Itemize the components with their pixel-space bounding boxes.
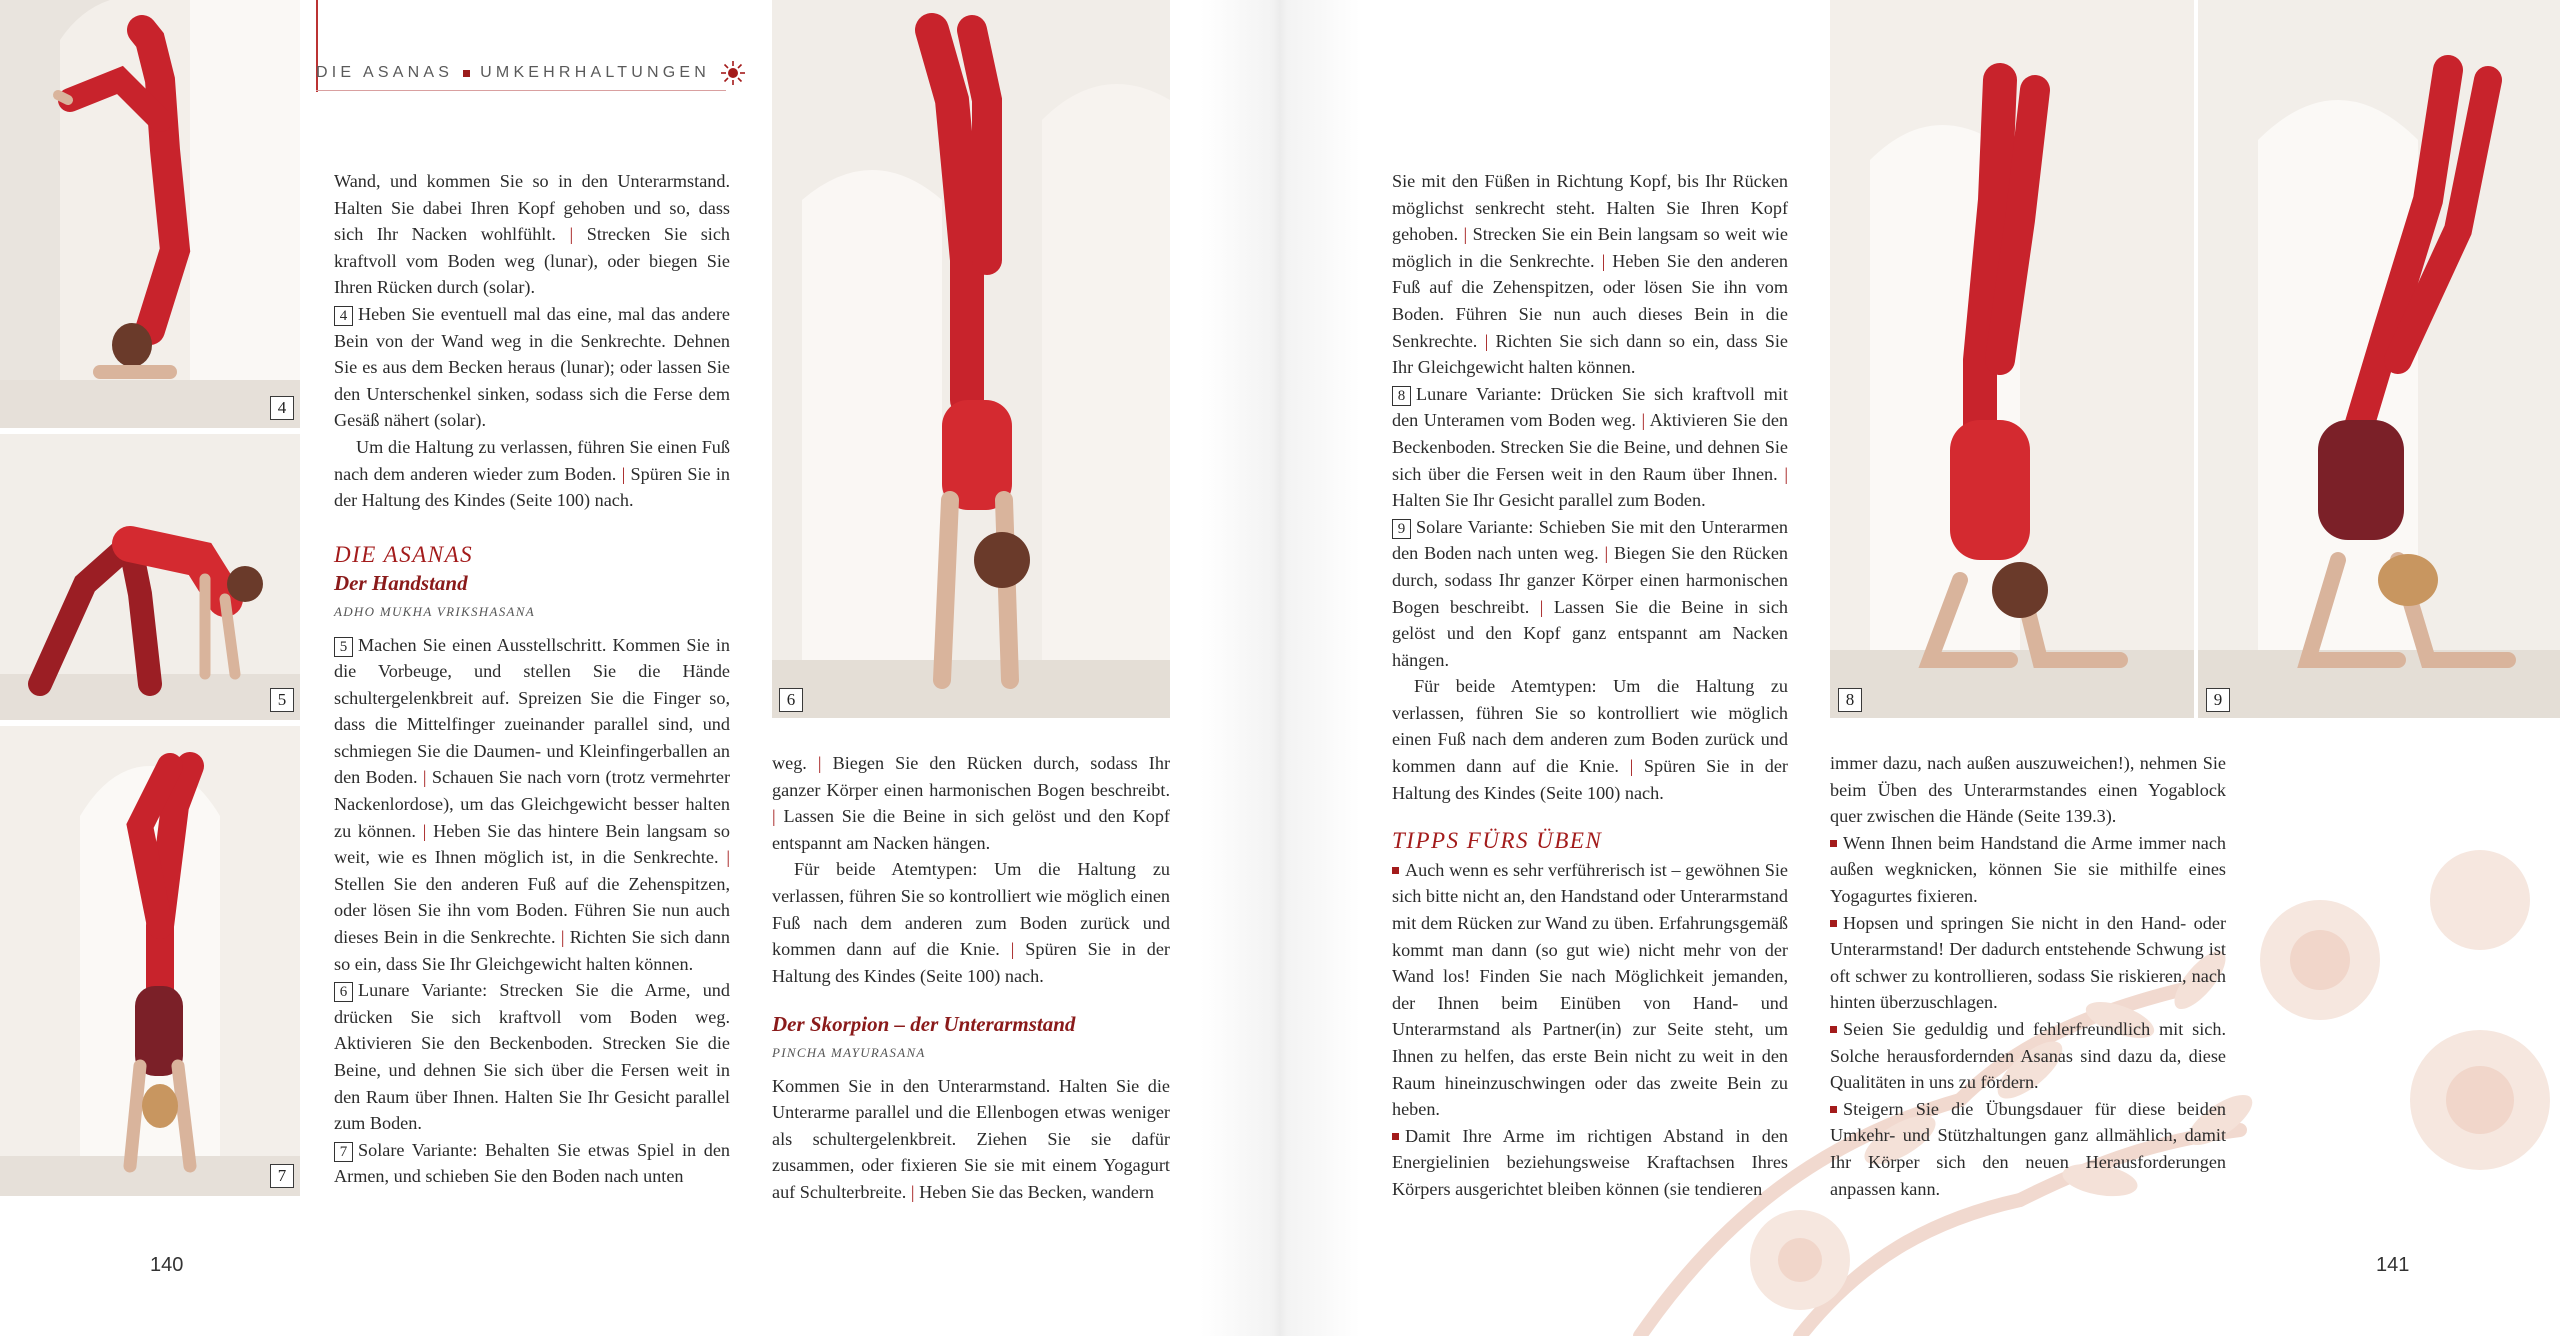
figure-number-7: 7	[270, 1164, 294, 1188]
separator-bar: |	[1463, 224, 1468, 245]
bullet-icon	[1830, 1106, 1837, 1113]
photo-forearm-stand-lunar	[1830, 0, 2194, 718]
tip-item	[1392, 857, 1788, 1123]
right-column-2	[1830, 750, 2226, 1202]
left-column-1	[334, 168, 730, 1190]
tip-item	[1830, 1096, 2226, 1202]
step-6	[334, 977, 730, 1137]
step-9	[1392, 514, 1788, 674]
step-8	[1392, 381, 1788, 514]
bullet-icon	[1830, 840, 1837, 847]
tip-text: Seien Sie geduldig und fehlerfreundlich mit sich. Solche herausfordernden Asanas sind dazu da, diese Qualitäten in uns zu fördern.	[1830, 1018, 2226, 1093]
separator-bar: |	[817, 753, 822, 773]
paragraph: Um die Haltung zu verlassen, führen Sie einen Fuß nach dem anderen wieder zum Boden. | Spüren Sie in der Haltung des Kindes (Seite 100) nach.	[334, 436, 730, 511]
paragraph: Wand, und kommen Sie so in den Unterarmstand. Halten Sie dabei Ihren Kopf gehoben und so, dass sich Ihr Nacken wohlfühlt. | Strecken Sie sich kraftvoll vom Boden weg (lunar), oder biegen Sie Ihren Rücken durch (solar).	[334, 171, 730, 298]
paragraph: immer dazu, nach außen auszuweichen!), nehmen Sie beim Üben des Unterarmstandes einen Yogablock quer zwischen die Hände (Seite 139.3).	[1830, 753, 2226, 827]
step-text: Solare Variante: Behalten Sie etwas Spiel in den Armen, und schieben Sie den Boden nach unten	[334, 1139, 730, 1187]
pose-title: Der Handstand	[334, 571, 468, 596]
figure-number-9: 9	[2206, 688, 2230, 712]
sanskrit-name: ADHO MUKHA VRIKSHASANA	[334, 603, 535, 619]
sun-ornament-icon	[720, 60, 746, 86]
step-text: Machen Sie einen Ausstellschritt. Kommen Sie in die Vorbeuge, und stellen Sie die Hände schultergelenkbreit auf. Spreizen Sie die Finger so, dass die Mittelfinger zueinander parallel sind, und schmiegen Sie die Daumen- und Kleinfingerballen an den Boden. | Schauen Sie nach vorn (trotz vermehrter Nackenlordose), um das Gleichgewicht besser halten zu können. | Heben Sie das hintere Bein langsam so weit, wie es Ihnen möglich ist, in die Senkrechte. | Stellen Sie den anderen Fuß auf die Zehenspitzen, oder lösen Sie ihn vom Boden. Führen Sie nun auch dieses Bein in die Senkrechte. | Richten Sie sich dann so ein, dass Sie Ihr Gleichgewicht halten können.	[334, 634, 731, 974]
tip-item	[1830, 910, 2226, 1016]
paragraph: Für beide Atemtypen: Um die Haltung zu verlassen, führen Sie so kontrolliert wie möglich einen Fuß nach dem anderen zum Boden zurück und kommen dann auf die Knie. | Spüren Sie in der Haltung des Kindes (Seite 100) nach.	[1392, 676, 1788, 803]
separator-bar: |	[621, 463, 626, 484]
section-heading: TIPPS FÜRS ÜBEN	[1392, 828, 1603, 854]
tip-text: Steigern Sie die Übungsdauer für diese beiden Umkehr- und Stützhaltungen ganz allmählich, damit Ihr Körper sich den neuen Herausforderungen anpassen kann.	[1830, 1098, 2226, 1199]
step-number: 7	[334, 1142, 353, 1162]
step-text: Solare Variante: Schieben Sie mit den Unterarmen den Boden nach unten weg. | Biegen Sie den Rücken durch, sodass Ihr ganzer Körper einen harmonischen Bogen beschreibt. | Lassen Sie die Beine in sich gelöst und den Kopf ganz entspannt am Nacken hängen.	[1392, 516, 1788, 670]
tip-text: Wenn Ihnen beim Handstand die Arme immer nach außen wegknicken, können Sie sie mithilfe eines Yogagurtes fixieren.	[1830, 832, 2226, 906]
figure-number-6: 6	[779, 688, 803, 712]
page-number-left: 140	[150, 1254, 184, 1276]
tip-text: Damit Ihre Arme im richtigen Abstand in den Energielinien beziehungsweise Kraftachsen Ihres Körpers ausgerichtet bleiben können (sie tendieren	[1392, 1125, 1788, 1199]
tip-text: Auch wenn es sehr verführerisch ist – gewöhnen Sie sich bitte nicht an, den Handstand oder Unterarmstand mit dem Rücken zur Wand zu üben. Erfahrungsgemäß kommt man dann (so gut wie) nicht mehr von der Wand los! Finden Sie nach Möglichkeit jemanden, der Ihnen beim Einüben von Hand- und Unterarmstand als Partner(in) zur Seite steht, um Ihnen zu helfen, das erste Bein nicht zu weit in den Raum hineinzuschwingen oder das zweite Bein zu heben.	[1392, 859, 1788, 1120]
paragraph: Kommen Sie in den Unterarmstand. Halten Sie die Unterarme parallel und die Ellenbogen etwas weniger als schultergelenkbreit. Ziehen Sie sie dafür zusammen, oder fixieren Sie sie mit einem Yogagurt auf Schulterbreite. | Heben Sie das Becken, wandern	[772, 1075, 1170, 1202]
separator-bar: |	[422, 767, 427, 788]
section-heading: DIE ASANAS	[334, 541, 474, 567]
page-number-right: 141	[2376, 1254, 2410, 1276]
tip-item	[1392, 1123, 1788, 1203]
photo-handstand-full	[772, 0, 1170, 718]
tip-text: Hopsen und springen Sie nicht in den Hand- oder Unterarmstand! Der dadurch entstehende Schwung ist oft schwer zu kontrollieren, sodass Sie riskieren, nach hinten überzuschlagen.	[1830, 912, 2226, 1013]
separator-bar: |	[1010, 939, 1015, 960]
separator-bar: |	[1539, 596, 1544, 617]
separator-bar: |	[560, 927, 565, 948]
step-number: 8	[1392, 386, 1411, 406]
right-column-1	[1392, 168, 1788, 1203]
separator-bar: |	[1604, 543, 1609, 564]
step-5	[334, 632, 730, 978]
figure-number-5: 5	[270, 688, 294, 712]
photo-handstand-front	[0, 726, 300, 1196]
bullet-icon	[1830, 1026, 1837, 1033]
header-chapter: UMKEHRHALTUNGEN	[480, 64, 710, 81]
paragraph: Für beide Atemtypen: Um die Haltung zu verlassen, führen Sie so kontrolliert wie möglich einen Fuß nach dem anderen zum Boden zurück und kommen dann auf die Knie. | Spüren Sie in der Haltung des Kindes (Seite 100) nach.	[772, 859, 1171, 986]
header-rule-horizontal	[316, 90, 726, 91]
photo-forearm-stand-solar	[2198, 0, 2560, 718]
running-header	[316, 58, 746, 88]
separator-bar: |	[1641, 410, 1646, 431]
paragraph: Sie mit den Füßen in Richtung Kopf, bis Ihr Rücken möglichst senkrecht steht. Halten Sie Ihren Kopf gehoben. | Strecken Sie ein Bein langsam so weit wie möglich in die Senkrechte. | Heben Sie den anderen Fuß auf die Zehenspitzen, oder lösen Sie ihn vom Boden. Führen Sie nun auch dieses Bein in die Senkrechte. | Richten Sie sich dann so ein, dass Sie Ihr Gleichgewicht halten können.	[1392, 171, 1789, 378]
separator-bar: |	[772, 806, 776, 827]
separator-bar: |	[1484, 330, 1489, 351]
step-number: 4	[334, 306, 353, 326]
step-number: 5	[334, 637, 353, 657]
tip-item	[1830, 830, 2226, 910]
step-text: Heben Sie eventuell mal das eine, mal das andere Bein von der Wand weg in die Senkrechte. Dehnen Sie es aus dem Becken heraus (lunar); oder lassen Sie den Unterschenkel sinken, sodass sich die Ferse dem Gesäß nähert (solar).	[334, 303, 730, 431]
header-section: DIE ASANAS	[316, 64, 454, 81]
step-text: Lunare Variante: Drücken Sie sich kraftvoll mit den Unteramen vom Boden weg. | Aktivieren Sie den Beckenboden. Strecken Sie die Beine, und dehnen Sie sich über die Fersen weit in den Raum über Ihnen. | Halten Sie Ihr Gesicht parallel zum Boden.	[1392, 383, 1788, 511]
separator-bar: |	[422, 820, 427, 841]
header-separator-icon	[463, 70, 470, 77]
step-number: 9	[1392, 519, 1411, 539]
separator-bar: |	[726, 847, 730, 868]
step-4	[334, 301, 730, 434]
figure-number-4: 4	[270, 396, 294, 420]
book-gutter	[1200, 0, 1360, 1336]
photo-forearm-stand-wall	[0, 0, 300, 428]
bullet-icon	[1392, 867, 1399, 874]
separator-bar: |	[1784, 463, 1788, 484]
step-7	[334, 1137, 730, 1190]
separator-bar: |	[569, 224, 574, 245]
paragraph: weg. | Biegen Sie den Rücken durch, sodass Ihr ganzer Körper einen harmonischen Bogen beschreibt. | Lassen Sie die Beine in sich gelöst und den Kopf entspannt am Nacken hängen.	[772, 753, 1170, 853]
bullet-icon	[1392, 1133, 1399, 1140]
photo-handstand-entry	[0, 434, 300, 720]
tip-item	[1830, 1016, 2226, 1096]
sanskrit-name: PINCHA MAYURASANA	[772, 1044, 926, 1060]
step-text: Lunare Variante: Strecken Sie die Arme, und drücken Sie sich kraftvoll vom Boden weg. Aktivieren Sie den Beckenboden. Strecken Sie die Beine, und dehnen Sie sich über die Fersen weit in den Raum über Ihnen. Halten Sie Ihr Gesicht parallel zum Boden.	[334, 980, 730, 1134]
left-column-2	[772, 750, 1170, 1206]
pose-title: Der Skorpion – der Unterarmstand	[772, 1012, 1076, 1037]
step-number: 6	[334, 982, 353, 1002]
separator-bar: |	[1629, 756, 1634, 777]
separator-bar: |	[910, 1181, 915, 1202]
figure-number-8: 8	[1838, 688, 1862, 712]
separator-bar: |	[1601, 250, 1606, 271]
bullet-icon	[1830, 920, 1837, 927]
